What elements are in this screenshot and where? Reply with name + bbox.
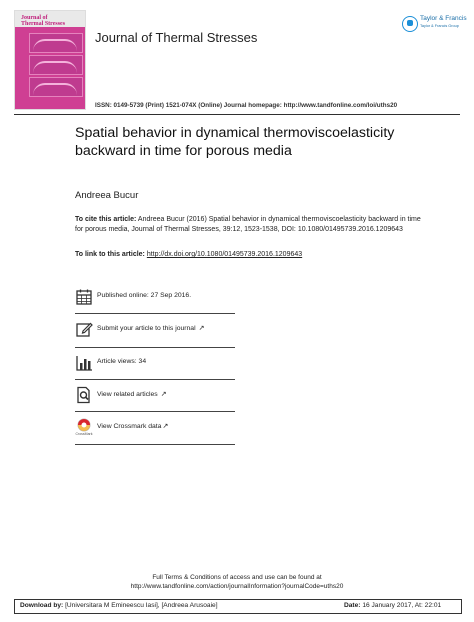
published-online-row [75,286,235,313]
divider [75,313,235,314]
download-date-label: Date: [344,602,361,609]
divider [75,444,235,445]
related-articles-link[interactable] [97,390,167,398]
document-search-icon [75,386,93,404]
external-link-icon: ↗ [198,325,205,332]
journal-title[interactable]: Journal of Thermal Stresses [95,30,258,45]
download-date-value: 16 January 2017, At: 22:01 [362,602,442,609]
article-link-label: To link to this article: [75,251,145,258]
journal-cover-image [14,10,86,110]
cover-brand [21,15,65,27]
publisher-logo-icon [402,16,418,32]
citation-text: Andreea Bucur (2016) Spatial behavior in dynamical thermoviscoelasticity backward in time for porous media, Journal of Thermal Stresses, 39:12, 1523-1538, DOI: 10.1080/01495739.2016.1209643 [75,216,421,233]
publisher-logo [402,14,467,34]
citation-label: To cite this article: [75,216,137,223]
crossmark-link[interactable] [97,422,168,430]
article-views-text: Article views: 34 [97,358,147,365]
download-by-label: Download by: [20,602,64,609]
article-author: Andreea Bucur [75,190,139,201]
crossmark-icon-label: CrossMark [75,432,93,436]
article-link-row [75,251,302,258]
terms-note [0,574,474,591]
header-divider [14,114,460,115]
article-link-url[interactable]: http://dx.doi.org/10.1080/01495739.2016.1209643 [146,251,303,258]
terms-line-1: Full Terms & Conditions of access and use can be found at [152,574,322,581]
submit-article-link[interactable] [97,324,204,332]
publisher-logo-sub: Taylor & Francis Group [420,24,459,28]
terms-link[interactable]: http://www.tandfonline.com/action/journalInformation?journalCode=uths20 [130,582,344,590]
citation-block [75,215,425,234]
divider [75,411,235,412]
crossmark-row[interactable] [75,416,235,443]
cover-brand-line1: Journal of [21,15,48,21]
calendar-icon [75,288,93,306]
bar-chart-icon [75,354,93,372]
download-date [344,602,441,609]
divider [75,347,235,348]
submit-article-text: Submit your article to this journal [97,325,196,332]
related-articles-text: View related articles [97,391,158,398]
publisher-logo-name: Taylor & Francis [420,15,467,22]
related-articles-row[interactable] [75,384,235,411]
crossmark-text: View Crossmark data [97,423,162,430]
external-link-icon: ↗ [162,423,169,430]
download-by [20,602,218,609]
divider [75,379,235,380]
issn-line: ISSN: 0149-5739 (Print) 1521-074X (Online) Journal homepage: http://www.tandfonline.com/loi/uths20 [95,102,398,109]
article-title: Spatial behavior in dynamical thermoviscoelasticity backward in time for porous media [75,125,395,159]
download-by-value: [Universitara M Emineescu Iasi], [Andreea Arusoaie] [65,602,218,609]
submit-article-row[interactable] [75,318,235,345]
edit-icon [75,320,93,338]
article-views-row [75,352,235,379]
published-online-text: Published online: 27 Sep 2016. [97,292,192,299]
cover-brand-line2: Thermal Stresses [21,21,66,27]
external-link-icon: ↗ [160,391,167,398]
